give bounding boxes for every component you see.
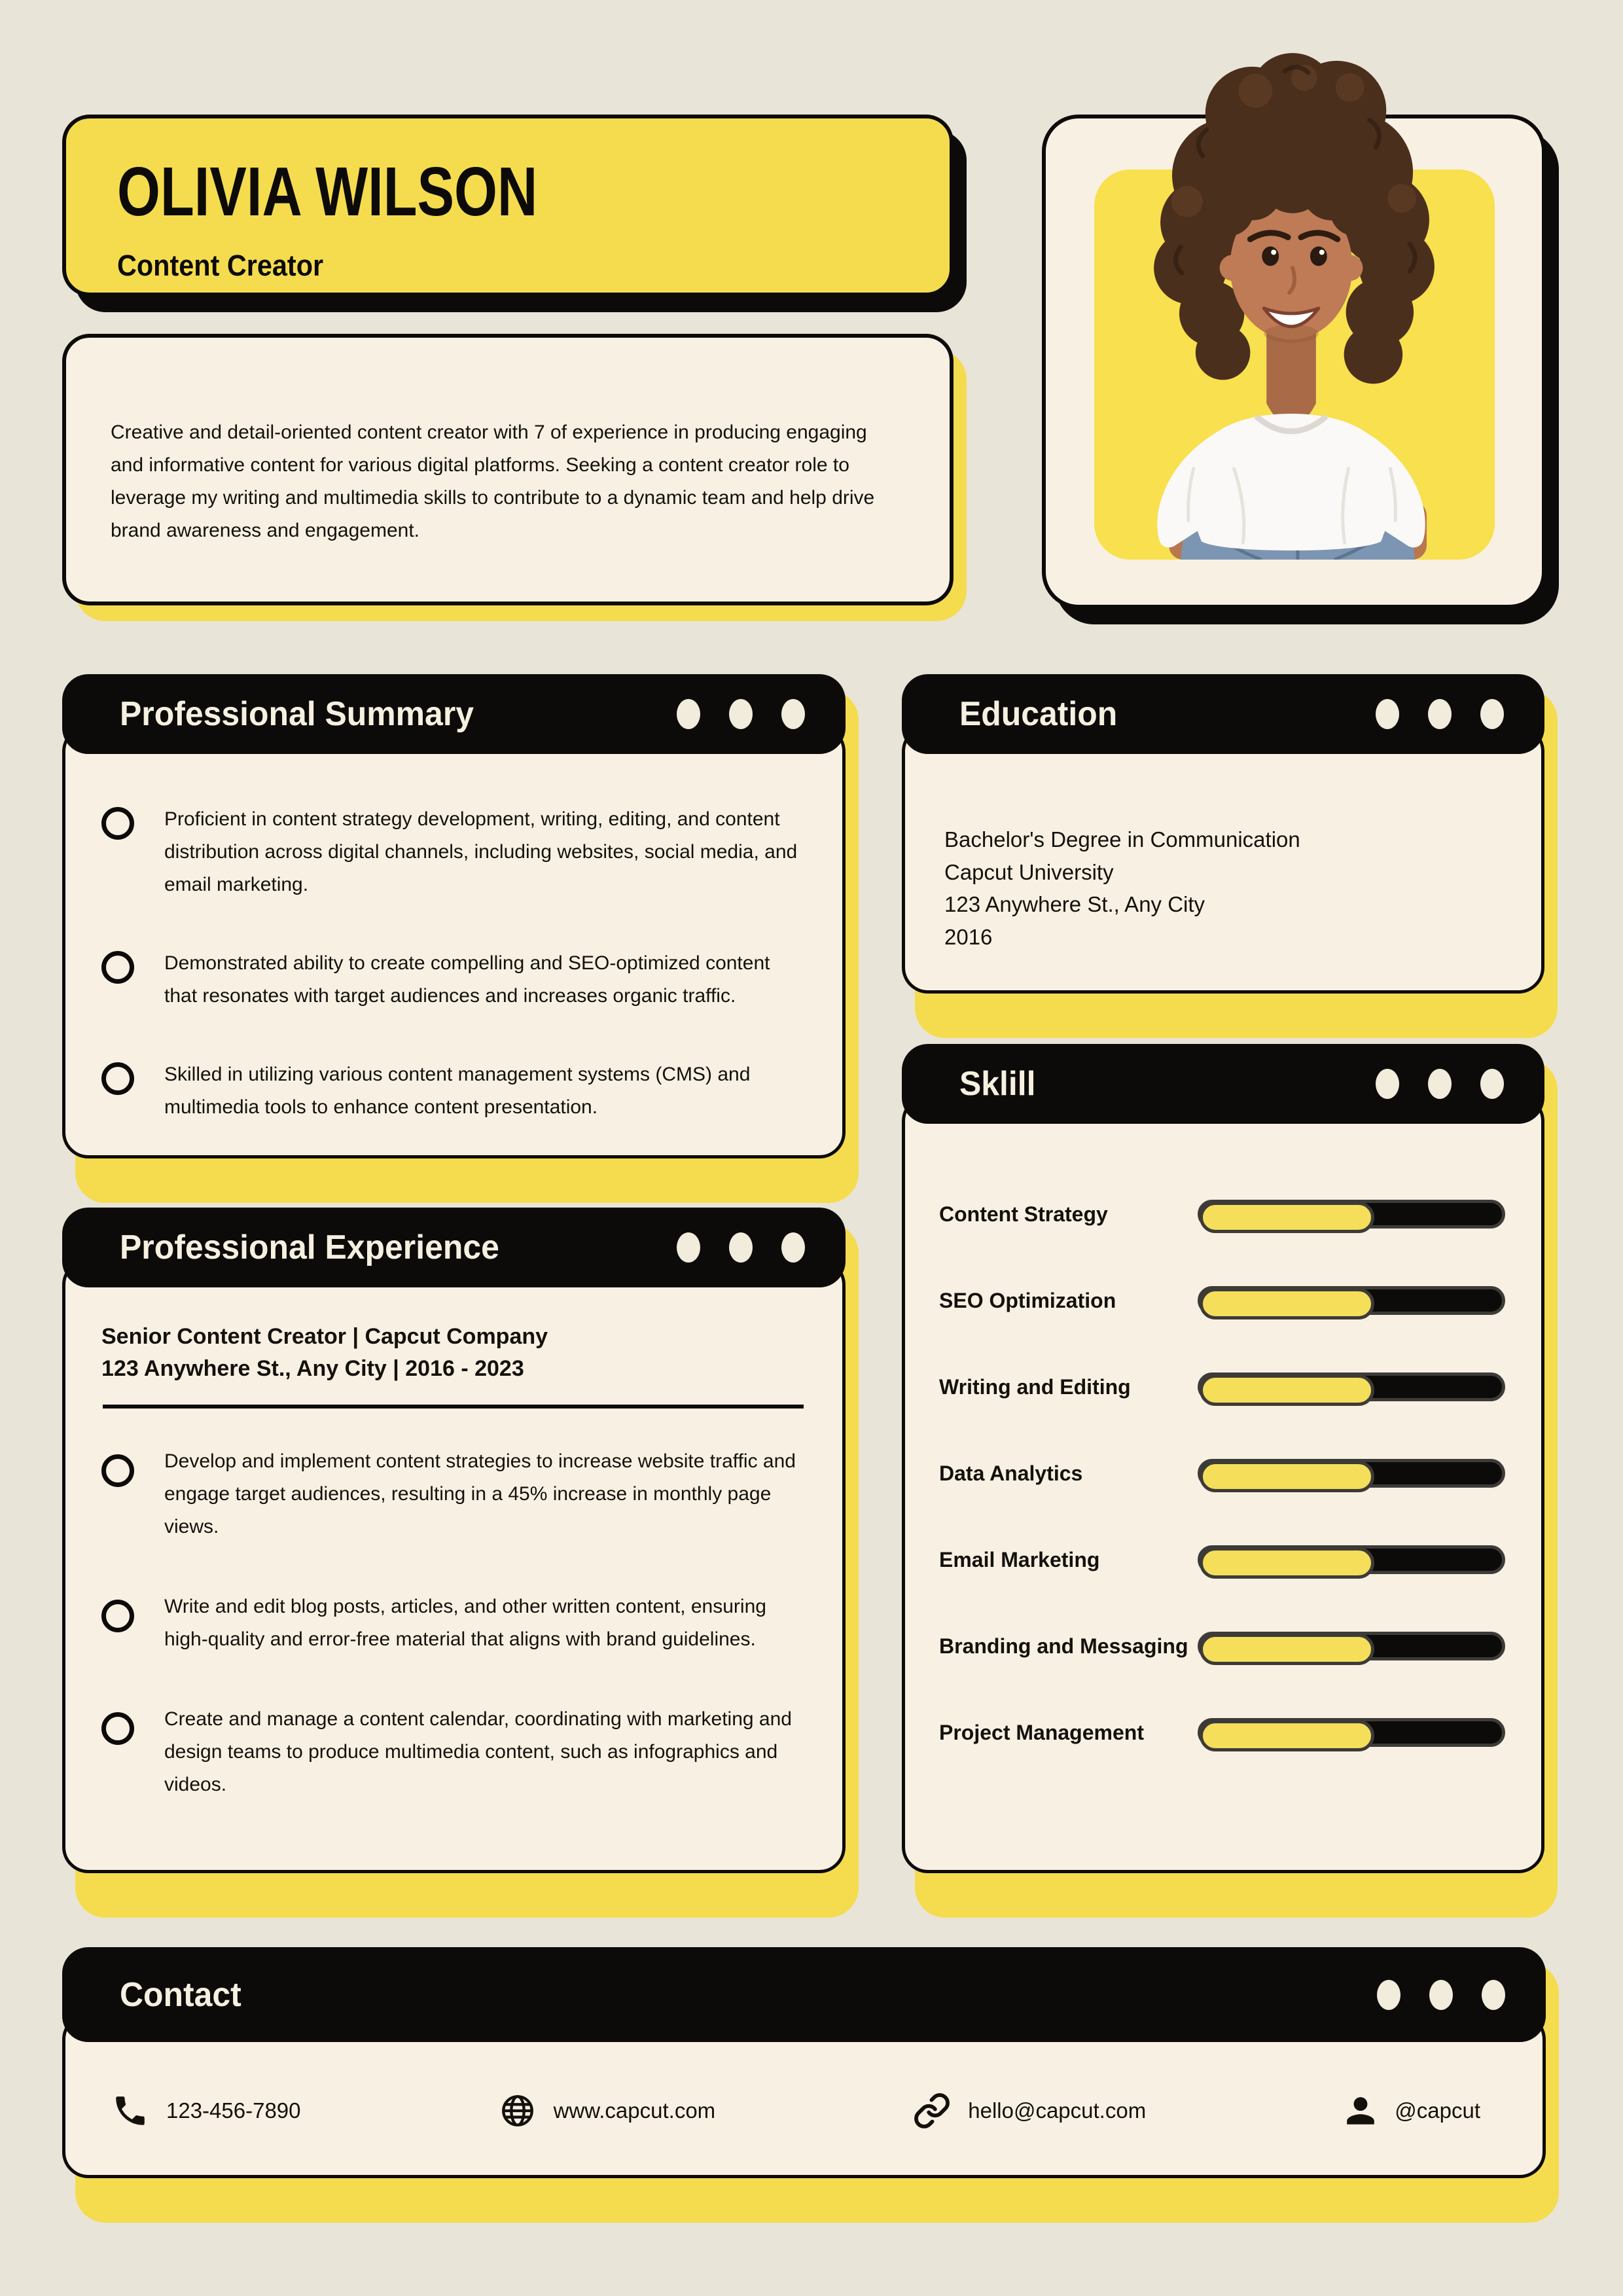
skill-bar-fill	[1200, 1288, 1374, 1319]
contact-email-text: hello@capcut.com	[968, 2098, 1147, 2123]
experience-bullet	[101, 1590, 806, 1656]
summary-bullet-text: Skilled in utilizing various content management systems (CMS) and multimedia tools to enhance content presentation.	[164, 1064, 751, 1118]
bullet-circle-icon	[101, 951, 134, 984]
divider	[103, 1405, 804, 1408]
skill-bar-fill	[1200, 1374, 1374, 1406]
skill-bar-fill	[1200, 1202, 1374, 1233]
section-header	[62, 674, 846, 754]
skill-bar	[1198, 1372, 1505, 1401]
experience-bullet-text: Write and edit blog posts, articles, and other written content, ensuring high-quality and error-free material that aligns with brand guidelines.	[164, 1596, 766, 1650]
skill-label: Branding and Messaging	[939, 1634, 1188, 1658]
skill-label: Email Marketing	[939, 1547, 1100, 1571]
summary-bullet-text: Demonstrated ability to create compelling and SEO-optimized content that resonates with target audiences and increases organic traffic.	[164, 952, 770, 1007]
contact-website	[499, 2092, 716, 2130]
skill-bar	[1198, 1286, 1505, 1315]
section-title: Professional Experience	[120, 1229, 499, 1266]
contact-social	[1344, 2094, 1480, 2128]
section-header	[902, 674, 1544, 754]
window-dots	[1376, 1069, 1504, 1099]
bullet-circle-icon	[101, 1454, 134, 1487]
window-dot-icon	[781, 1232, 805, 1263]
skill-label: Data Analytics	[939, 1461, 1083, 1485]
professional-summary-card	[62, 674, 846, 1158]
summary-bullet	[101, 803, 804, 901]
window-dot-icon	[1376, 1069, 1399, 1099]
window-dot-icon	[781, 699, 805, 729]
section-title: Education	[959, 695, 1118, 733]
experience-meta: 123 Anywhere St., Any City | 2016 - 2023	[101, 1356, 524, 1381]
profile-photo	[1088, 52, 1507, 560]
window-dot-icon	[729, 1232, 753, 1263]
section-header	[62, 1947, 1546, 2042]
person-job-title: Content Creator	[117, 249, 324, 282]
skill-bar	[1198, 1459, 1505, 1488]
skill-bar-fill	[1200, 1547, 1374, 1579]
summary-bullet	[101, 947, 804, 1013]
contact-social-text: @capcut	[1395, 2098, 1480, 2123]
user-icon	[1344, 2094, 1378, 2128]
section-header	[902, 1044, 1544, 1124]
skill-bar	[1198, 1200, 1505, 1229]
section-title: Professional Summary	[120, 695, 474, 733]
skill-row	[939, 1200, 1505, 1229]
skill-label: SEO Optimization	[939, 1288, 1116, 1312]
section-title: Contact	[120, 1975, 241, 2014]
skill-row	[939, 1372, 1505, 1401]
bullet-circle-icon	[101, 807, 134, 840]
experience-role: Senior Content Creator | Capcut Company	[101, 1324, 548, 1349]
education-degree: Bachelor's Degree in Communication	[944, 827, 1300, 852]
contact-phone-text: 123-456-7890	[166, 2098, 301, 2123]
window-dots	[1376, 699, 1504, 729]
window-dot-icon	[677, 1232, 700, 1263]
experience-bullet-text: Develop and implement content strategies to increase website traffic and engage target audiences, resulting in a 45% increase in monthly page views.	[164, 1450, 796, 1537]
professional-experience-card	[62, 1208, 846, 1873]
skill-bar	[1198, 1718, 1505, 1747]
bullet-circle-icon	[101, 1062, 134, 1095]
skill-label: Writing and Editing	[939, 1374, 1131, 1399]
window-dot-icon	[1429, 1980, 1453, 2010]
skills-card	[902, 1044, 1544, 1873]
skill-bar-fill	[1200, 1720, 1374, 1751]
globe-icon	[499, 2092, 537, 2130]
skill-row	[939, 1545, 1505, 1574]
contact-website-text: www.capcut.com	[553, 2098, 716, 2123]
contact-phone	[111, 2092, 301, 2130]
skill-row	[939, 1459, 1505, 1488]
name-banner-card	[62, 115, 954, 296]
window-dot-icon	[729, 699, 753, 729]
window-dots	[1377, 1980, 1505, 2010]
photo-card	[1042, 115, 1546, 609]
section-title: Sklill	[959, 1065, 1036, 1103]
experience-bullet	[101, 1445, 806, 1543]
education-school: Capcut University	[944, 859, 1114, 884]
education-card	[902, 674, 1544, 994]
link-icon	[913, 2092, 951, 2130]
window-dot-icon	[1377, 1980, 1400, 2010]
window-dots	[677, 699, 805, 729]
person-name: OLIVIA WILSON	[117, 153, 538, 230]
phone-icon	[111, 2092, 149, 2130]
section-header	[62, 1208, 846, 1287]
experience-bullet-text: Create and manage a content calendar, coordinating with marketing and design teams to produce multimedia content, such as infographics and videos.	[164, 1708, 792, 1795]
summary-bullet-text: Proficient in content strategy development, writing, editing, and content distribution across digital channels, including websites, social media, and email marketing.	[164, 808, 798, 895]
experience-bullet	[101, 1703, 806, 1801]
education-address: 123 Anywhere St., Any City	[944, 892, 1205, 916]
window-dots	[677, 1232, 805, 1263]
skill-row	[939, 1718, 1505, 1747]
contact-email	[913, 2092, 1146, 2130]
skill-row	[939, 1286, 1505, 1315]
window-dot-icon	[1482, 1980, 1505, 2010]
bullet-circle-icon	[101, 1600, 134, 1632]
skill-bar	[1198, 1632, 1505, 1660]
skill-label: Project Management	[939, 1720, 1144, 1744]
skill-bar-fill	[1200, 1634, 1374, 1665]
intro-paragraph: Creative and detail-oriented content creator with 7 of experience in producing engaging and informative content for various digital platforms. Seeking a content creator role to leverage my writing and multimedia skills to contribute to a dynamic team and help drive brand awareness and engagement.	[111, 422, 875, 541]
bullet-circle-icon	[101, 1712, 134, 1745]
contact-card	[62, 1947, 1546, 2178]
education-year: 2016	[944, 924, 993, 949]
window-dot-icon	[1428, 699, 1452, 729]
summary-bullet	[101, 1058, 804, 1124]
window-dot-icon	[1376, 699, 1399, 729]
skill-bar-fill	[1200, 1461, 1374, 1492]
window-dot-icon	[677, 699, 700, 729]
skill-label: Content Strategy	[939, 1202, 1108, 1226]
skill-row	[939, 1632, 1505, 1660]
window-dot-icon	[1428, 1069, 1452, 1099]
intro-card	[62, 334, 954, 605]
skill-bar	[1198, 1545, 1505, 1574]
window-dot-icon	[1480, 699, 1504, 729]
window-dot-icon	[1480, 1069, 1504, 1099]
